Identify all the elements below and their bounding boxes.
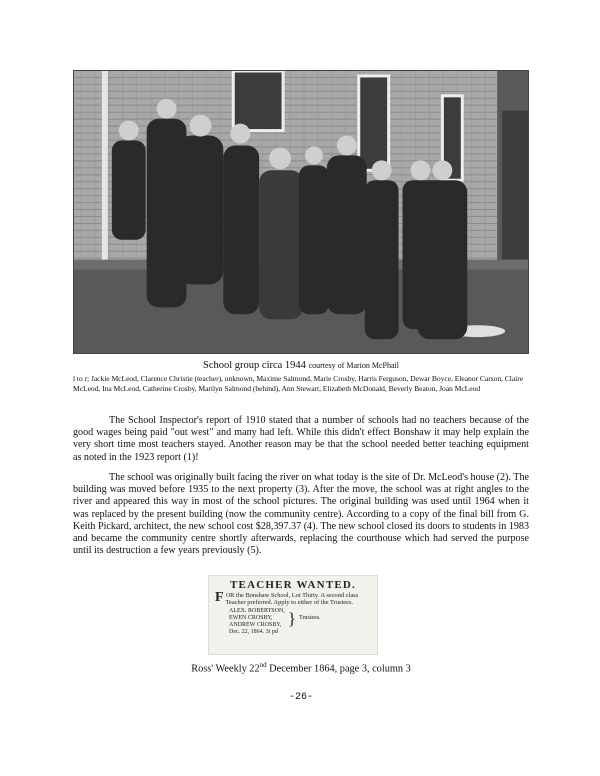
caption-main: School group circa 1944 — [203, 360, 306, 371]
clipping-text: OR the Bonshaw School, Lot Thirty. A second class Teacher preferred. Apply to either of the Trustees. — [225, 592, 359, 607]
caption-credit: courtesy of Marion McPhail — [308, 361, 399, 370]
source-sup: nd — [259, 661, 267, 669]
brace-glyph: } — [287, 608, 296, 628]
trustee-name: ALEX. ROBERTSON, — [229, 607, 285, 614]
clipping-date: Dec. 22, 1864. 3i pd — [229, 628, 278, 635]
clipping-source — [73, 661, 529, 674]
clipping-drop-letter: F — [215, 590, 224, 605]
paragraph-1: The School Inspector's report of 1910 stated that a number of schools had no teachers because of the good wages being paid "out west" and many had left. While this didn't effect Bonshaw it may help explain the very short time most teachers stayed. Another reason may be that the school needed better teaching equipment as noted in the 1923 report (1)! — [73, 415, 529, 463]
photo-names-list: l to r; Jackie McLeod, Clarence Christie (teacher), unknown, Maxime Salmond, Marie Crosby, Harris Ferguson, Dewar Boyce, Eleanor Carson, Claire McLeod, Ina McLeod, Catherine Crosby, Marilyn Salmond (behind), Ann Stewart, Elizabeth McDonald, Beverly Beaton, Joan McLeod — [73, 374, 524, 393]
clipping-trustees — [215, 608, 371, 629]
newspaper-clipping — [208, 575, 378, 655]
paragraph-2: The school was originally built facing the river on what today is the site of Dr. McLeod's house (2). The building was moved before 1935 to the next property (3). After the move, the school was at right angles to the river and appeared this way in most of the school pictures. The original building was used until 1964 when it was replaced by the present building (now the community centre). According to a copy of the final bill from G. Keith Pickard, architect, the new school cost $28,397.37 (4). The new school closed its doors to students in 1983 and became the community centre shortly afterwards, replacing the courthouse which had served the purpose until its destruction a few years previously (5). — [73, 472, 529, 557]
page-number: -26- — [288, 692, 313, 703]
trustees-label: Trustees. — [298, 614, 321, 621]
photo-caption — [73, 360, 529, 371]
clipping-heading: TEACHER WANTED. — [230, 579, 356, 591]
trustee-name: ANDREW CROSBY, — [229, 621, 282, 628]
school-group-photo — [73, 70, 529, 354]
source-prefix: Ross' Weekly 22 — [191, 663, 260, 675]
clipping-body — [215, 592, 371, 607]
trustee-name: EWEN CROSBY, — [229, 614, 273, 621]
source-suffix: December 1864, page 3, column 3 — [266, 663, 411, 675]
